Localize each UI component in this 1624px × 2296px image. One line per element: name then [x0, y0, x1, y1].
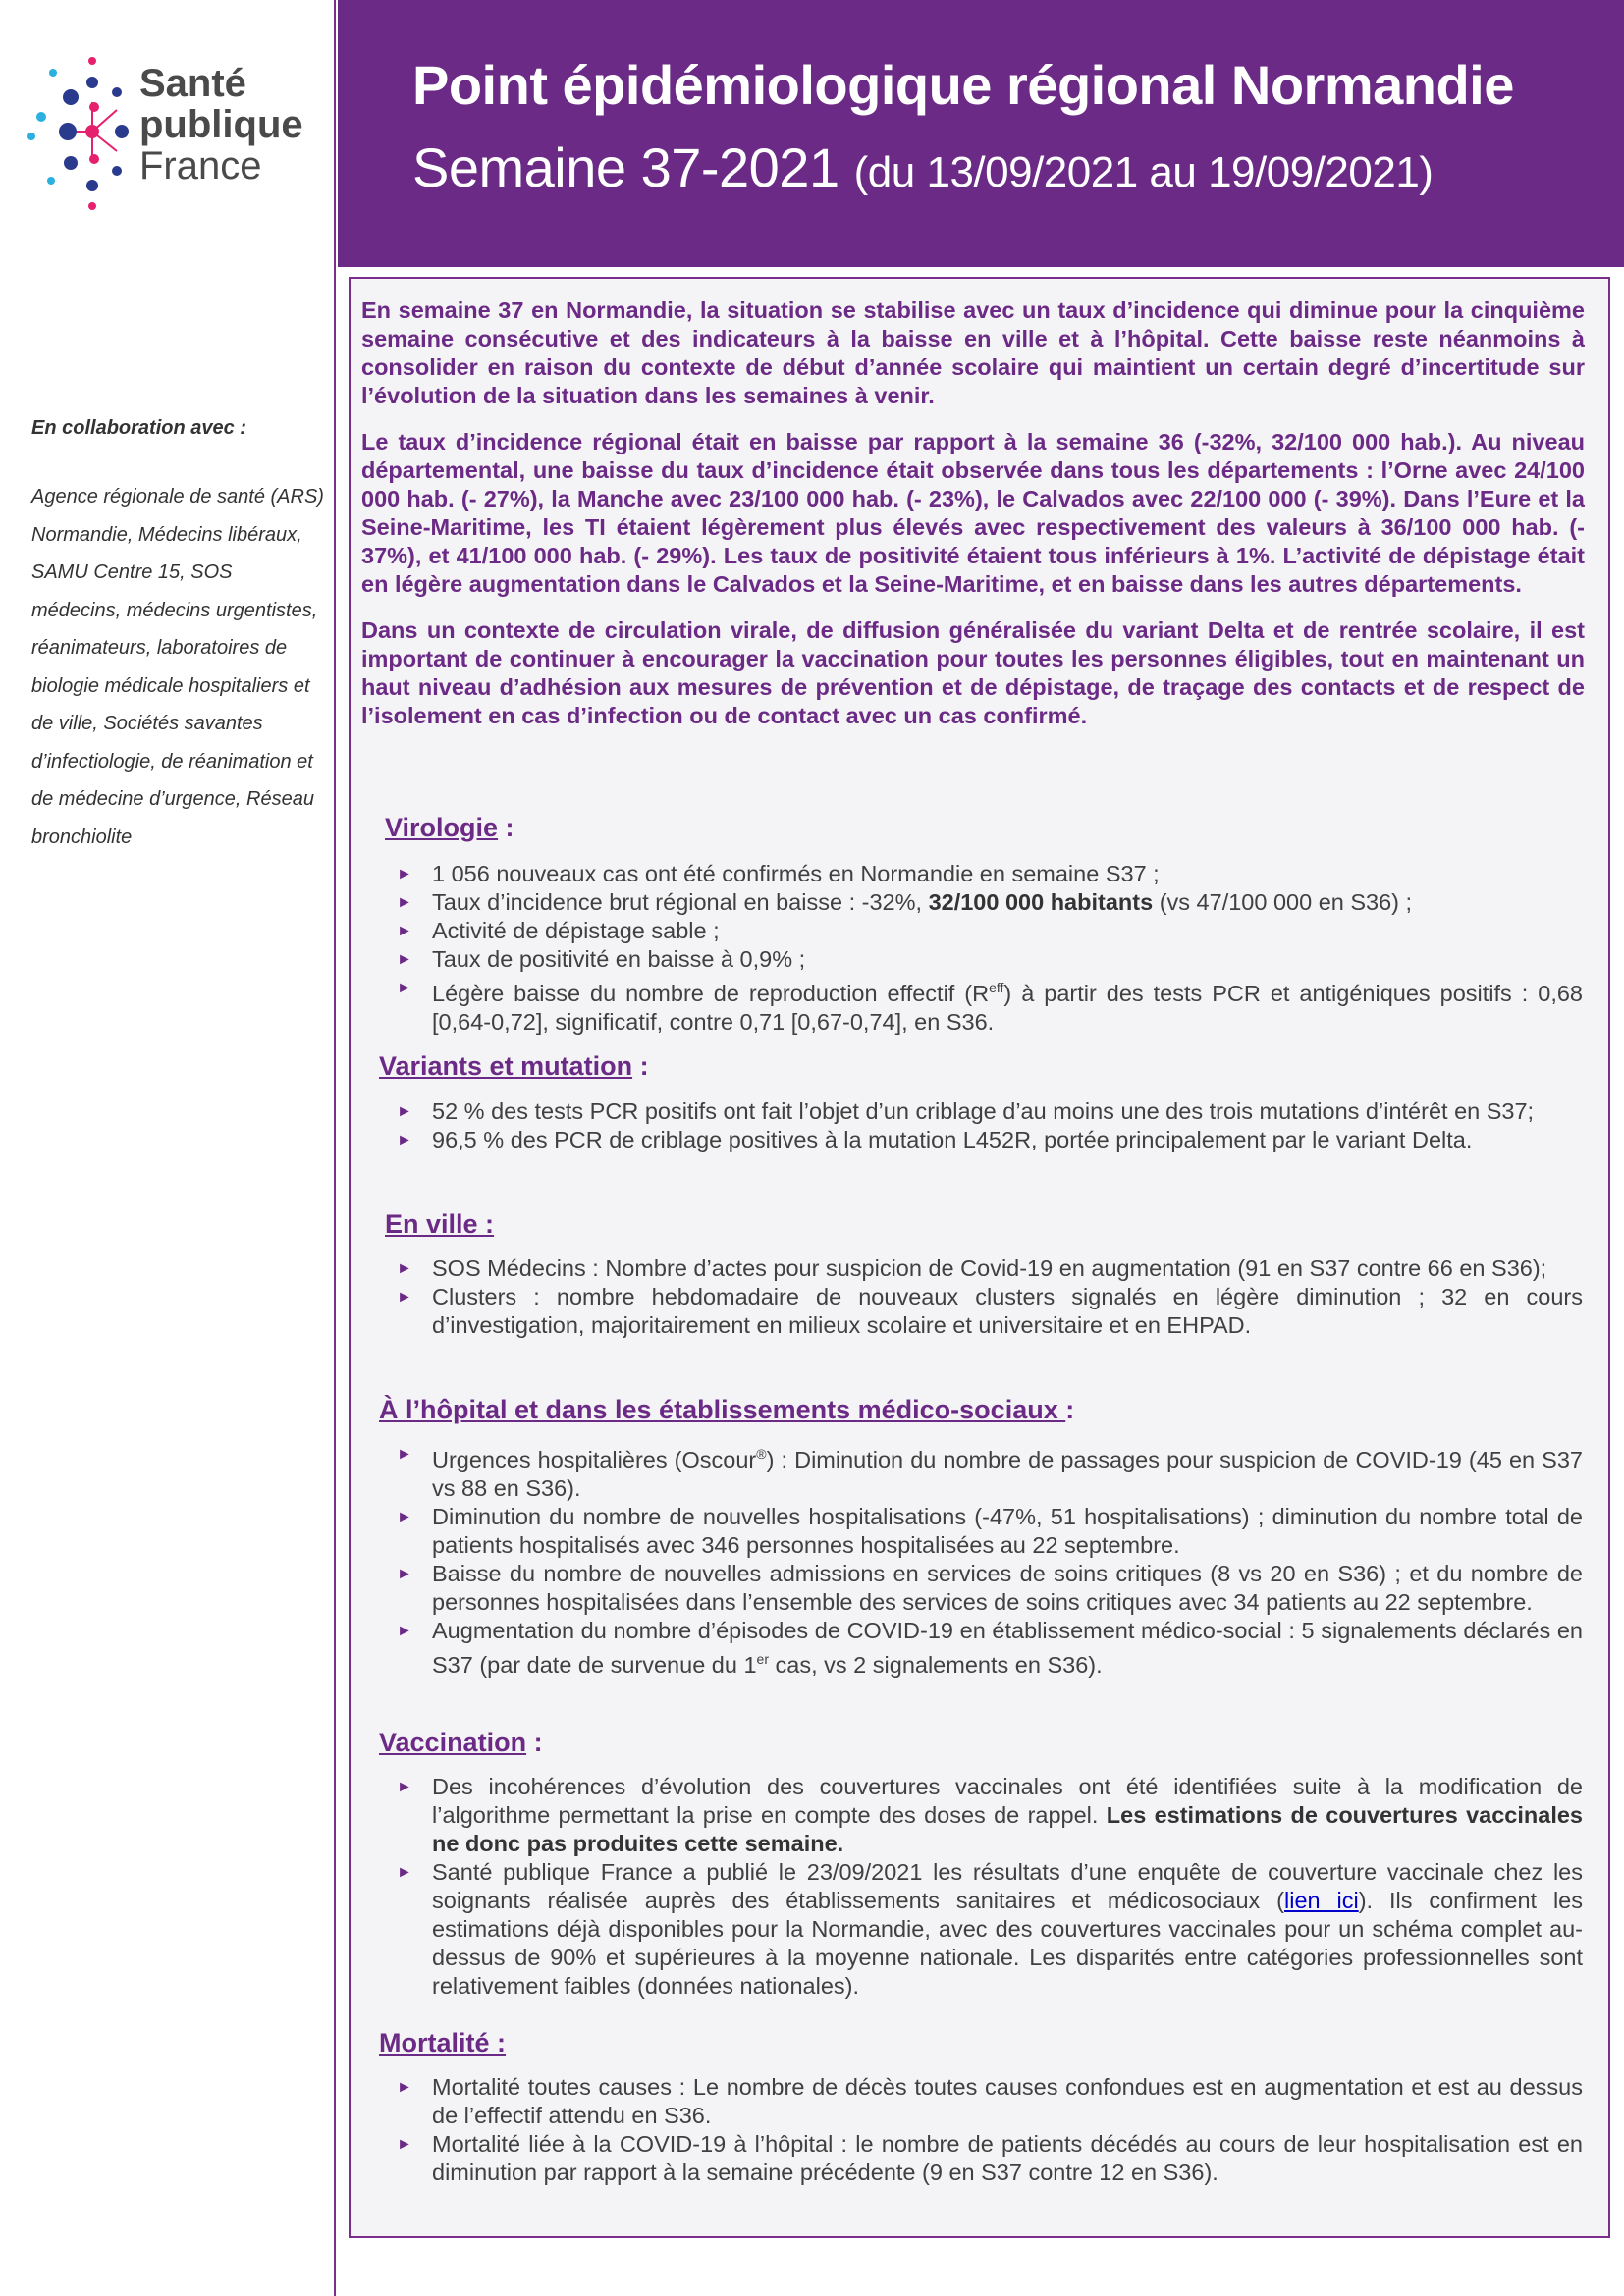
triangle-bullet-icon: ► [397, 1864, 412, 1881]
list-item: ► SOS Médecins : Nombre d’actes pour suspicion de Covid-19 en augmentation (91 en S37 contre 66 en S36); [397, 1255, 1547, 1281]
section-title-ville: En ville : [385, 1209, 495, 1239]
triangle-bullet-icon: ► [397, 951, 412, 968]
list-item: ► Légère baisse du nombre de reproduction effectif $(R^{eff})$ à partir des tests PCR et antigéniques positifs : 0,68 [0,64-0,72], significatif, contre 0,71 [0,67-0,74], en S36. [393, 974, 1583, 1037]
page-title: Point épidémiologique régional Normandie [412, 54, 1514, 116]
list-item: ► Mortalité liée à la COVID-19 à l’hôpital : le nombre de patients décédés au cours de leur hospitalisation est en diminution par rapport à la semaine précédente (9 en S37 contre 12 en S36). [397, 2131, 1583, 2185]
list-item: ► Mortalité toutes causes : Le nombre de décès toutes causes confondues est en augmentation et est au dessus de l’effectif attendu en S36. [397, 2074, 1583, 2128]
summary-paragraph: Le taux d’incidence régional était en baisse par rapport à la semaine 36 (-32%, 32/100 000 hab.). Au niveau départemental, une baisse du taux d’incidence était observée dans tous les départements : l’Orne avec 24/100 000 hab. (- 27%), la Manche avec 23/100 000 hab. (- 23%), le Calvados avec 22/100 000 (- 39%). Dans l’Eure et la Seine-Maritime, les TI étaient légèrement plus élevés avec respectivement des valeurs à 36/100 000 hab. (- 37%), et 41/100 000 hab. (- 29%). Les taux de positivité étaient tous inférieurs à 1%. L’activité de dépistage était en légère augmentation dans le Calvados et la Seine-Maritime, et en baisse dans les autres départements. [361, 429, 1585, 597]
week-label: Semaine 37-2021 [412, 136, 839, 198]
section-title-variants: Variants et mutation : [379, 1051, 649, 1081]
triangle-bullet-icon: ► [397, 1289, 412, 1306]
triangle-bullet-icon: ► [397, 923, 412, 939]
ville-list [393, 1255, 1583, 1340]
summary-block [361, 296, 1585, 748]
list-item: ► Augmentation du nombre d’épisodes de COVID-19 en établissement médico-social : 5 signalements déclarés en S37 (par date de survenue du 1er cas, vs 2 signalements en S36). [397, 1617, 1583, 1678]
variants-list [393, 1097, 1583, 1154]
section-title-mortalite: Mortalité : [379, 2028, 507, 2057]
list-item: ► Baisse du nombre de nouvelles admissions en services de soins critiques (8 vs 20 en S36) ; et du nombre de personnes hospitalisées dans l’ensemble des services de soins critiques avec 34 patients au 22 septembre. [397, 1560, 1583, 1615]
vaccination-list [393, 1773, 1583, 2001]
list-item: ► 96,5 % des PCR de criblage positives à la mutation L452R, portée principalement par le variant Delta. [397, 1127, 1473, 1152]
logo-dots-icon [24, 43, 136, 210]
triangle-bullet-icon: ► [397, 1565, 412, 1582]
list-item: ► Taux de positivité en baisse à 0,9% ; [397, 946, 806, 972]
triangle-bullet-icon: ► [397, 1779, 412, 1795]
logo-word-france: France [139, 144, 262, 187]
list-item: ► Urgences hospitalières (Oscour®) : Diminution du nombre de passages pour suspicion de COVID-19 (45 en S37 vs 88 en S36). [393, 1440, 1583, 1503]
list-item: ► 1 056 nouveaux cas ont été confirmés en Normandie en semaine S37 ; [397, 861, 1160, 886]
survey-link[interactable]: lien ici [1284, 1888, 1359, 1913]
virologie-list [393, 860, 1583, 1037]
list-item: ► Diminution du nombre de nouvelles hospitalisations (-47%, 51 hospitalisations) ; diminution du nombre total de patients hospitalisés avec 346 personnes hospitalisées au 22 septembre. [397, 1503, 1583, 1558]
page-subtitle [412, 135, 1433, 199]
triangle-bullet-icon: ► [397, 1508, 412, 1525]
summary-paragraph: Dans un contexte de circulation virale, de diffusion généralisée du variant Delta et de rentrée scolaire, il est important de continuer à encourager la vaccination pour toutes les personnes éligibles, tout en maintenant un haut niveau d’adhésion aux mesures de prévention et de dépistage, de traçage des contacts et de respect de l’isolement en cas d’infection ou de contact avec un cas confirmé. [361, 617, 1585, 728]
list-item: ► Clusters : nombre hebdomadaire de nouveaux clusters signalés en légère diminution ; 32 en cours d’investigation, majoritairement en milieux scolaire et universitaire et en EHPAD. [397, 1284, 1583, 1338]
section-title-vaccination: Vaccination : [379, 1728, 543, 1757]
collaboration-title: En collaboration avec : [31, 417, 246, 439]
list-item: ► 52 % des tests PCR positifs ont fait l’objet d’un criblage d’au moins une des trois mutations d’intérêt en S37; [397, 1098, 1535, 1124]
header-banner [338, 0, 1624, 267]
hopital-list [393, 1440, 1583, 1680]
section-title-virologie: Virologie : [385, 813, 514, 842]
summary-paragraph: En semaine 37 en Normandie, la situation se stabilise avec un taux d’incidence qui diminue pour la cinquième semaine consécutive et des indicateurs à la baisse en ville et à l’hôpital. Cette baisse reste néanmoins à consolider en raison du contexte de début d’année scolaire qui maintient un certain degré d’incertitude sur l’évolution de la situation dans les semaines à venir. [361, 297, 1585, 408]
triangle-bullet-icon: ► [397, 2079, 412, 2096]
triangle-bullet-icon: ► [397, 866, 412, 882]
sante-publique-france-logo [24, 43, 318, 210]
list-item: ► Santé publique France a publié le 23/09/2021 les résultats d’une enquête de couverture vaccinale chez les soignants réalisée auprès des établissements sanitaires et médicosociaux (lien ici). Ils confirment les estimations déjà disponibles pour la Normandie, avec des couvertures vaccinales pour un schéma complet au-dessus de 90% et supérieures à la moyenne nationale. Les disparités entre catégories professionnelles sont relativement faibles (données nationales). [397, 1859, 1583, 1999]
mortalite-list [393, 2073, 1583, 2187]
list-item: ► Des incohérences d’évolution des couvertures vaccinales ont été identifiées suite à la modification de l’algorithme permettant la prise en compte des doses de rappel. Les estimations de couvertures vaccinales ne donc pas produites cette semaine. [397, 1774, 1583, 1856]
triangle-bullet-icon: ► [397, 980, 412, 996]
list-item: ► Activité de dépistage sable ; [397, 918, 720, 943]
section-title-hopital: À l’hôpital et dans les établissements médico-sociaux : [379, 1395, 1075, 1424]
triangle-bullet-icon: ► [397, 1622, 412, 1639]
date-range: (du 13/09/2021 au 19/09/2021) [853, 148, 1434, 196]
triangle-bullet-icon: ► [397, 894, 412, 911]
collaboration-text: Agence régionale de santé (ARS) Normandie, Médecins libéraux, SAMU Centre 15, SOS médecins, médecins urgentistes, réanimateurs, laboratoires de biologie médicale hospitaliers et de ville, Sociétés savantes d’infectiologie, de réanimation et de médecine d’urgence, Réseau bronchiolite [31, 486, 324, 848]
triangle-bullet-icon: ► [397, 1103, 412, 1120]
triangle-bullet-icon: ► [397, 1260, 412, 1277]
logo-word-publique: publique [139, 103, 303, 146]
triangle-bullet-icon: ► [397, 1132, 412, 1148]
sidebar [0, 0, 336, 2296]
triangle-bullet-icon: ► [397, 1446, 412, 1463]
logo-word-sante: Santé [139, 62, 246, 105]
list-item: ► Taux d’incidence brut régional en baisse : -32%, 32/100 000 habitants (vs 47/100 000 en S36) ; [397, 889, 1413, 915]
triangle-bullet-icon: ► [397, 2136, 412, 2153]
